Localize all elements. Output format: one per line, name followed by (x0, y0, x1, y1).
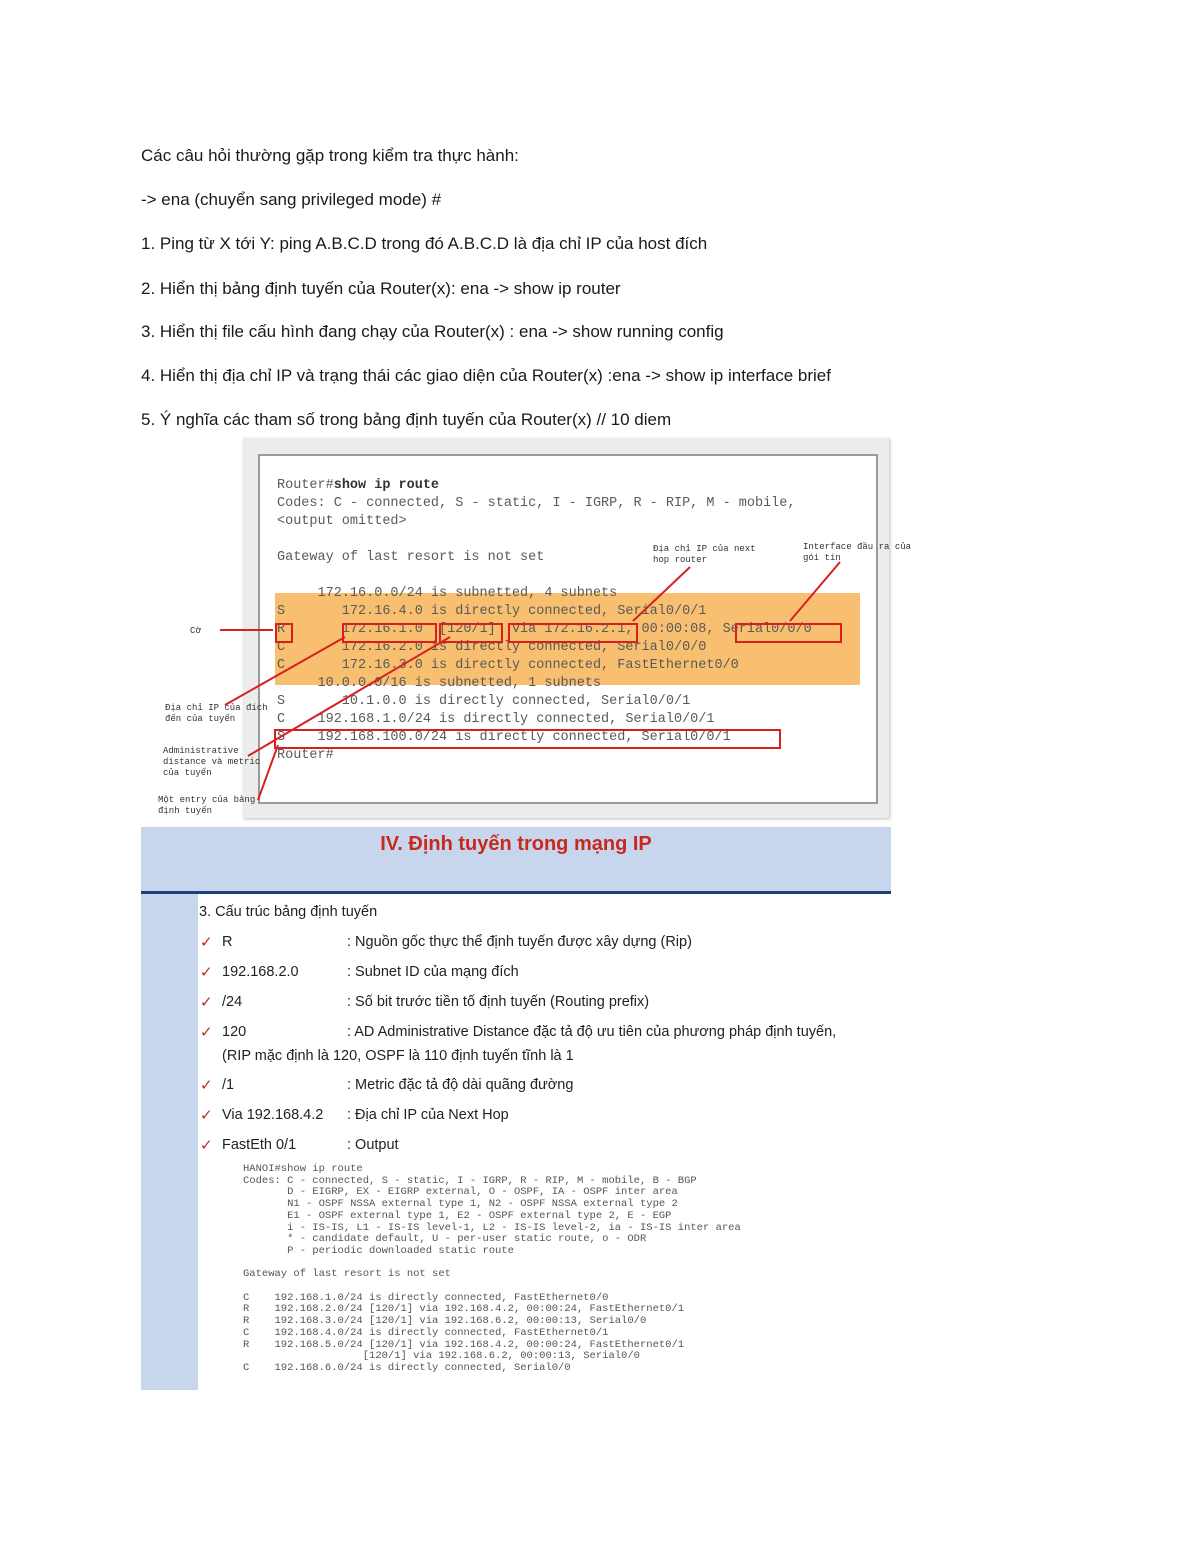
route-row: C 192.168.1.0/24 is directly connected, Serial0/0/1 (277, 712, 715, 727)
intro-line: Các câu hỏi thường gặp trong kiểm tra thực hành: (141, 146, 519, 165)
item-key: /24 (222, 994, 243, 1010)
banner-divider (141, 891, 891, 894)
route-row: S 10.1.0.0 is directly connected, Serial0/0/1 (277, 694, 691, 709)
route-row: 10.0.0.0/16 is subnetted, 1 subnets (277, 676, 602, 691)
item-key: /1 (222, 1077, 235, 1093)
slide-title: IV. Định tuyến trong mạng IP (380, 833, 652, 855)
code-block: HANOI#show ip route Codes: C - connected, S - static, I - IGRP, R - RIP, M - mobile, B - BGP D - EIGRP, EX - EIGRP external, O - OSPF, IA - OSPF inter area N1 - OSPF NSSA external type 1, N2 - OSPF NSSA external type 2 E1 - OSPF external type 1, E2 - OSPF external type 2, E - EGP i - IS-IS, L1 - IS-IS level-1, L2 - IS-IS level-2, ia - IS-IS inter area * - candidate default, U - per-user static route, o - ODR P - periodic downloaded static route Gateway of last resort is not set C 192.168.1.0/24 is directly connected, FastEthernet0/0 R 192.168.2.0/24 [120/1] via 192.168.4.2, 00:00:24, FastEthernet0/1 R 192.168.3.0/24 [120/1] via 192.168.6.2, 00:00:13, Serial0/0 C 192.168.4.0/24 is directly connected, FastEthernet0/1 R 192.168.5.0/24 [120/1] via 192.168.4.2, 00:00:24, FastEthernet0/1 [120/1] via 192.168.6.2, 00:00:13, Serial0/0 C 192.168.6.0/24 is directly connected, Serial0/0 (243, 1163, 741, 1374)
route-row: Router# (277, 748, 334, 763)
item-key: 120 (222, 1024, 247, 1040)
enable-line: -> ena (chuyển sang privileged mode) # (141, 190, 442, 209)
dest-box (342, 623, 437, 643)
entry-box (274, 729, 781, 749)
route-row: 172.16.0.0/24 is subnetted, 4 subnets (277, 586, 618, 601)
check-icon: ✓ (200, 994, 213, 1011)
next-hop-box (508, 623, 638, 643)
check-icon: ✓ (200, 934, 213, 951)
interface-box (735, 623, 842, 643)
question-5: 5. Ý nghĩa các tham số trong bảng định tuyến của Router(x) // 10 diem (141, 410, 672, 429)
annotation-entry: Một entry của bảng định tuyến (158, 795, 256, 816)
route-row: R 172.16.1.0 [120/1] via 172.16.2.1, 00:00:08, Serial0/0/0 (277, 622, 812, 637)
route-row: S 192.168.100.0/24 is directly connected, Serial0/0/1 (277, 730, 731, 745)
codes-line: Codes: C - connected, S - static, I - IGRP, R - RIP, M - mobile, (277, 496, 796, 511)
check-icon: ✓ (200, 1137, 213, 1154)
question-4: 4. Hiển thị địa chỉ IP và trạng thái các giao diện của Router(x) :ena -> show ip interface brief (141, 366, 831, 385)
item-key: FastEth 0/1 (222, 1137, 297, 1153)
annotation-code: Cờ (190, 626, 201, 636)
gateway-line: Gateway of last resort is not set (277, 550, 545, 565)
question-1: 1. Ping từ X tới Y: ping A.B.C.D trong đó A.B.C.D là địa chỉ IP của host đích (141, 234, 708, 253)
item-desc: : Số bit trước tiền tố định tuyến (Routing prefix) (347, 994, 650, 1010)
item-desc: : Output (347, 1137, 399, 1153)
annotation-ad: Administrative distance và metric của tuyến (163, 746, 261, 778)
item-note: (RIP mặc định là 120, OSPF là 110 định tuyến tĩnh là 1 (222, 1048, 574, 1064)
slide-figure (141, 827, 891, 1390)
item-desc: : Subnet ID của mạng đích (347, 964, 519, 980)
question-3: 3. Hiển thị file cấu hình đang chạy của Router(x) : ena -> show running config (141, 322, 724, 341)
annotation-interface: Interface đầu ra của gói tin (803, 542, 912, 563)
ad-metric-box (439, 623, 503, 643)
route-row: C 172.16.2.0 is directly connected, Serial0/0/0 (277, 640, 707, 655)
item-key: R (222, 934, 233, 950)
code-box (275, 623, 293, 643)
check-icon: ✓ (200, 964, 213, 981)
check-icon: ✓ (200, 1077, 213, 1094)
command-line: Router#show ip route (277, 478, 440, 493)
annotation-dest: Địa chỉ IP của đích đến của tuyến (165, 703, 268, 724)
slide-sidebar (141, 894, 198, 1390)
check-icon: ✓ (200, 1024, 213, 1041)
omitted-line: <output omitted> (277, 514, 407, 529)
check-icon: ✓ (200, 1107, 213, 1124)
route-row: S 172.16.4.0 is directly connected, Serial0/0/1 (277, 604, 707, 619)
item-desc: : AD Administrative Distance đặc tả độ ưu tiên của phương pháp định tuyến, (347, 1024, 837, 1040)
question-2: 2. Hiển thị bảng định tuyến của Router(x): ena -> show ip router (141, 279, 621, 298)
item-key: Via 192.168.4.2 (222, 1107, 324, 1123)
item-desc: : Địa chỉ IP của Next Hop (347, 1107, 509, 1123)
item-desc: : Nguồn gốc thực thể định tuyến được xây dựng (Rip) (347, 934, 692, 950)
item-desc: : Metric đặc tả độ dài quãng đường (347, 1077, 574, 1093)
route-row: C 172.16.3.0 is directly connected, FastEthernet0/0 (277, 658, 739, 673)
slide-subtitle: 3. Cấu trúc bảng định tuyến (199, 904, 378, 920)
route-output-panel (258, 454, 878, 804)
annotation-next-hop: Địa chỉ IP của next hop router (653, 544, 756, 565)
route-table-figure (243, 438, 889, 818)
item-key: 192.168.2.0 (222, 964, 299, 980)
